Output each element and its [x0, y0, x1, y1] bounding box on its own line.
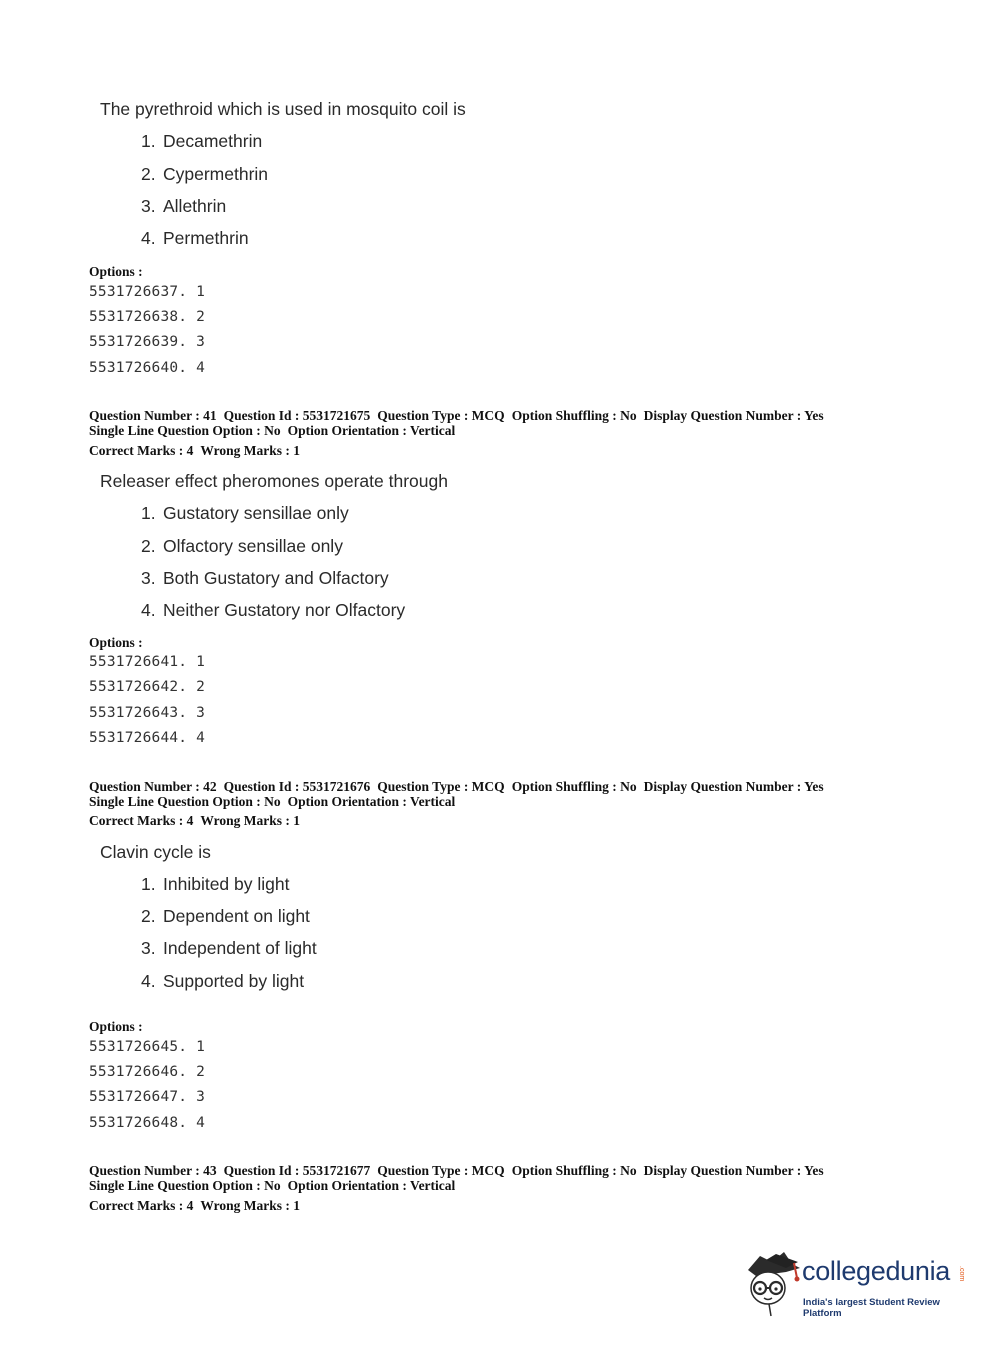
choice-item: 3. Independent of light [141, 938, 317, 958]
question-stem: The pyrethroid which is used in mosquito coil is [100, 99, 466, 119]
choice-item: 4. Permethrin [141, 228, 249, 248]
option-id-row: 5531726641. 1 [89, 654, 206, 670]
brand-domain-suffix: .com [958, 1266, 965, 1282]
option-id-row: 5531726648. 4 [89, 1115, 206, 1131]
option-id-row: 5531726647. 3 [89, 1089, 206, 1105]
collegedunia-logo [742, 1248, 972, 1318]
mascot-icon [742, 1248, 802, 1318]
question-meta-line: Question Number : 43 Question Id : 5531721677 Question Type : MCQ Option Shuffling : No Display Question Number : Yes [89, 1163, 824, 1178]
brand-name: collegedunia [802, 1256, 951, 1286]
question-meta-line: Single Line Question Option : No Option Orientation : Vertical [89, 423, 456, 438]
question-meta-line: Single Line Question Option : No Option Orientation : Vertical [89, 794, 456, 809]
choice-item: 4. Neither Gustatory nor Olfactory [141, 600, 406, 620]
question-meta-line: Single Line Question Option : No Option Orientation : Vertical [89, 1178, 456, 1193]
option-id-row: 5531726646. 2 [89, 1064, 206, 1080]
choice-item: 1. Gustatory sensillae only [141, 503, 349, 523]
brand-tagline: India's largest Student Review Platform [803, 1297, 940, 1319]
question-stem: Clavin cycle is [100, 842, 211, 862]
choice-item: 2. Dependent on light [141, 906, 310, 926]
choice-item: 4. Supported by light [141, 971, 305, 991]
question-marks-line: Correct Marks : 4 Wrong Marks : 1 [89, 443, 300, 458]
choice-item: 1. Decamethrin [141, 131, 263, 151]
option-id-row: 5531726638. 2 [89, 309, 206, 325]
choice-item: 3. Allethrin [141, 196, 227, 216]
question-stem: Releaser effect pheromones operate through [100, 471, 448, 491]
option-id-row: 5531726637. 1 [89, 284, 206, 300]
option-id-row: 5531726643. 3 [89, 705, 206, 721]
options-label: Options : [89, 635, 143, 650]
options-label: Options : [89, 1019, 143, 1034]
question-marks-line: Correct Marks : 4 Wrong Marks : 1 [89, 813, 300, 828]
options-label: Options : [89, 264, 143, 279]
question-meta-line: Question Number : 41 Question Id : 5531721675 Question Type : MCQ Option Shuffling : No Display Question Number : Yes [89, 408, 824, 423]
choice-item: 1. Inhibited by light [141, 874, 290, 894]
choice-item: 2. Cypermethrin [141, 164, 269, 184]
option-id-row: 5531726640. 4 [89, 360, 206, 376]
choice-item: 3. Both Gustatory and Olfactory [141, 568, 389, 588]
option-id-row: 5531726645. 1 [89, 1039, 206, 1055]
question-marks-line: Correct Marks : 4 Wrong Marks : 1 [89, 1198, 300, 1213]
choice-item: 2. Olfactory sensillae only [141, 536, 343, 556]
question-meta-line: Question Number : 42 Question Id : 5531721676 Question Type : MCQ Option Shuffling : No Display Question Number : Yes [89, 779, 824, 794]
option-id-row: 5531726639. 3 [89, 334, 206, 350]
option-id-row: 5531726644. 4 [89, 730, 206, 746]
option-id-row: 5531726642. 2 [89, 679, 206, 695]
